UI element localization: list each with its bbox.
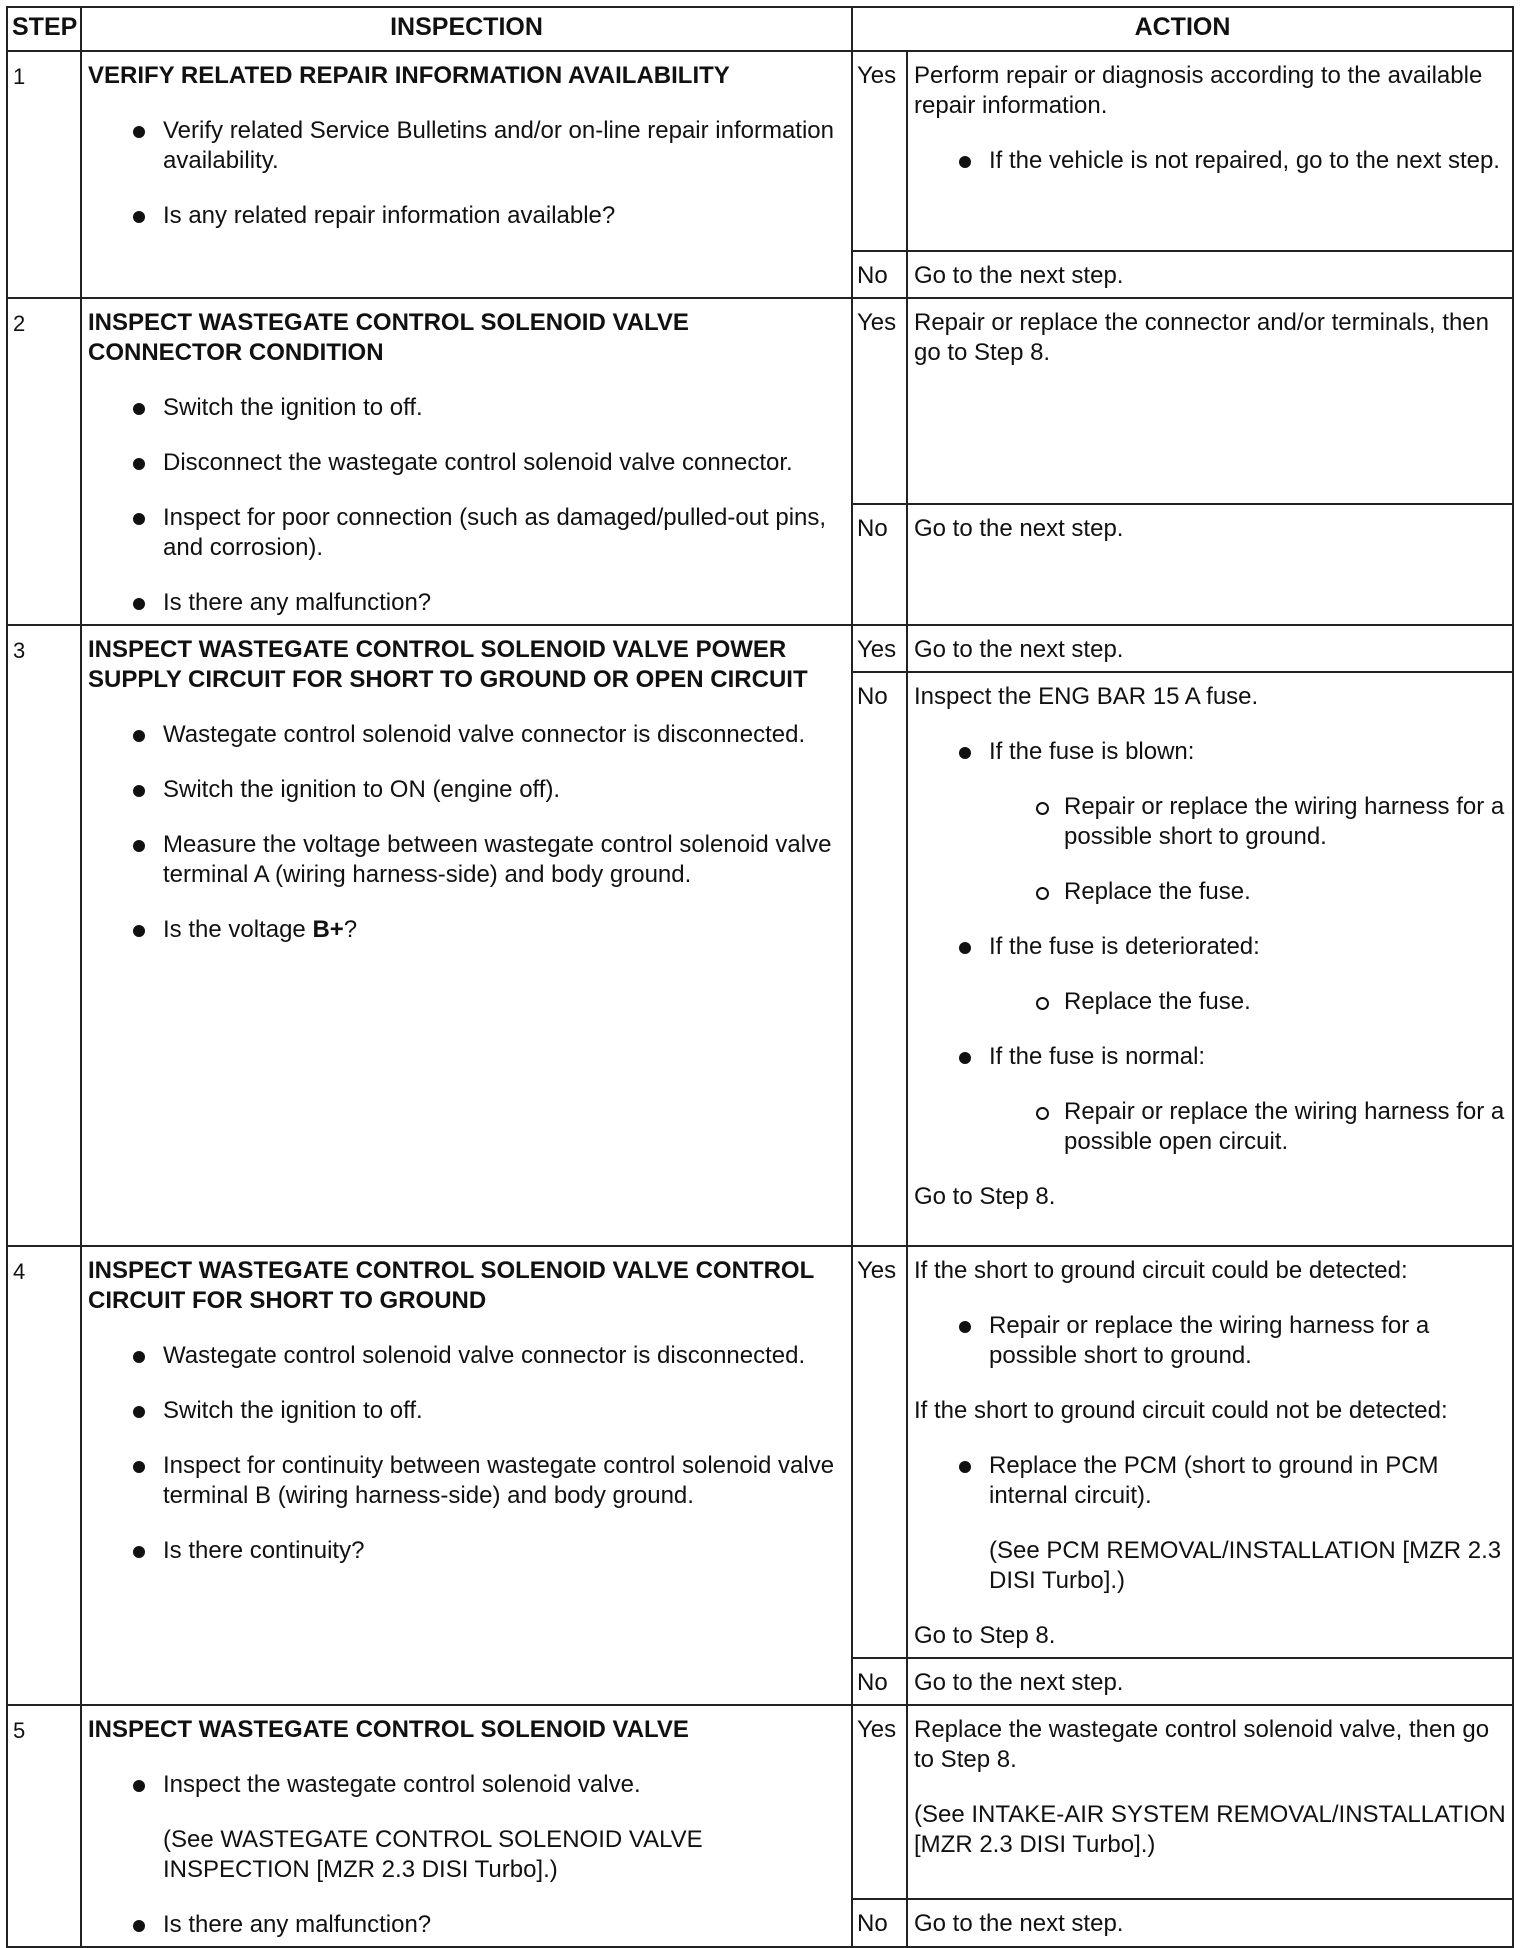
- action-text: If the short to ground circuit could not be detected:: [914, 1397, 1448, 1424]
- inspection-bullet: Measure the voltage between wastegate control solenoid valve terminal A (wiring harness-side) and body ground.: [88, 830, 845, 890]
- action-bullet: If the vehicle is not repaired, go to the next step.: [914, 146, 1506, 176]
- no-label: No: [852, 1899, 907, 1947]
- inspection-bullet: Switch the ignition to off.: [88, 1396, 845, 1426]
- yes-label: Yes: [852, 51, 907, 251]
- step-5-inspection: [81, 1705, 852, 1947]
- inspection-bullet: Is there any malfunction?: [88, 1910, 845, 1940]
- no-action: Go to the next step.: [907, 251, 1513, 298]
- no-label: No: [852, 504, 907, 625]
- no-action: [907, 672, 1513, 1246]
- action-bullet: If the fuse is normal:: [914, 1042, 1506, 1072]
- inspection-bullet: Inspect the wastegate control solenoid valve.: [88, 1770, 845, 1800]
- inspection-bullet: Switch the ignition to ON (engine off).: [88, 775, 845, 805]
- action-text: Go to Step 8.: [914, 1183, 1056, 1210]
- no-action: Go to the next step.: [907, 504, 1513, 625]
- troubleshooting-table: [6, 6, 1514, 1938]
- action-text: Replace the wastegate control solenoid valve, then go to Step 8.: [914, 1716, 1490, 1773]
- inspection-bullet: Wastegate control solenoid valve connector is disconnected.: [88, 1341, 845, 1371]
- reference-note: (See INTAKE-AIR SYSTEM REMOVAL/INSTALLATION [MZR 2.3 DISI Turbo].): [914, 1801, 1506, 1858]
- step-2-inspection: [81, 298, 852, 625]
- inspection-bullet: Wastegate control solenoid valve connector is disconnected.: [88, 720, 845, 750]
- step-5-yes-row: [7, 1705, 1513, 1899]
- action-text: Go to Step 8.: [914, 1622, 1056, 1649]
- inspection-bullet: Verify related Service Bulletins and/or on-line repair information availability.: [88, 116, 845, 176]
- yes-action: [907, 1705, 1513, 1899]
- inspection-bullet: [88, 915, 845, 945]
- yes-label: Yes: [852, 1246, 907, 1658]
- step-title: INSPECT WASTEGATE CONTROL SOLENOID VALVE POWER SUPPLY CIRCUIT FOR SHORT TO GROUND OR OPEN CIRCUIT: [88, 636, 808, 693]
- inspection-bullet: Is there any malfunction?: [88, 588, 845, 618]
- action-text: If the short to ground circuit could be detected:: [914, 1257, 1408, 1284]
- step-2-yes-row: [7, 298, 1513, 504]
- action-bullet: If the fuse is deteriorated:: [914, 932, 1506, 962]
- step-4-inspection: [81, 1246, 852, 1705]
- bullet-text: Is the voltage: [163, 916, 313, 943]
- action-subbullet: Repair or replace the wiring harness for a possible open circuit.: [914, 1097, 1506, 1157]
- procedure-table: [6, 6, 1514, 1948]
- action-subbullet: Replace the fuse.: [914, 877, 1506, 907]
- yes-action: Repair or replace the connector and/or terminals, then go to Step 8.: [907, 298, 1513, 504]
- step-1-inspection: [81, 51, 852, 298]
- step-number: 1: [7, 51, 81, 298]
- no-label: No: [852, 251, 907, 298]
- header-action: ACTION: [852, 7, 1513, 51]
- yes-action: [907, 1246, 1513, 1658]
- step-number: 5: [7, 1705, 81, 1947]
- no-action: Go to the next step.: [907, 1658, 1513, 1705]
- inspection-bullet: Switch the ignition to off.: [88, 393, 845, 423]
- action-bullet: Replace the PCM (short to ground in PCM internal circuit).: [914, 1451, 1506, 1511]
- inspection-bullet: Inspect for continuity between wastegate control solenoid valve terminal B (wiring harness-side) and body ground.: [88, 1451, 845, 1511]
- step-4-yes-row: [7, 1246, 1513, 1658]
- inspection-bullet: Inspect for poor connection (such as damaged/pulled-out pins, and corrosion).: [88, 503, 845, 563]
- bullet-bold-value: B+: [312, 916, 344, 943]
- step-number: 3: [7, 625, 81, 1246]
- no-label: No: [852, 1658, 907, 1705]
- reference-note: (See PCM REMOVAL/INSTALLATION [MZR 2.3 DISI Turbo].): [989, 1537, 1502, 1594]
- header-step: STEP: [7, 7, 81, 51]
- action-subbullet: Repair or replace the wiring harness for a possible short to ground.: [914, 792, 1506, 852]
- step-3-inspection: [81, 625, 852, 1246]
- yes-label: Yes: [852, 625, 907, 672]
- step-title: INSPECT WASTEGATE CONTROL SOLENOID VALVE CONTROL CIRCUIT FOR SHORT TO GROUND: [88, 1257, 814, 1314]
- no-action: Go to the next step.: [907, 1899, 1513, 1947]
- action-subbullet: Replace the fuse.: [914, 987, 1506, 1017]
- step-title: INSPECT WASTEGATE CONTROL SOLENOID VALVE: [88, 1716, 689, 1743]
- step-3-yes-row: [7, 625, 1513, 672]
- inspection-bullet: Is there continuity?: [88, 1536, 845, 1566]
- header-row: [7, 7, 1513, 51]
- yes-label: Yes: [852, 298, 907, 504]
- action-bullet: If the fuse is blown:: [914, 737, 1506, 767]
- reference-note: (See WASTEGATE CONTROL SOLENOID VALVE INSPECTION [MZR 2.3 DISI Turbo].): [163, 1826, 703, 1883]
- step-1-yes-row: [7, 51, 1513, 251]
- bullet-text: ?: [343, 916, 358, 943]
- step-number: 2: [7, 298, 81, 625]
- yes-action: [907, 51, 1513, 251]
- action-text: Inspect the ENG BAR 15 A fuse.: [914, 683, 1259, 710]
- inspection-bullet: Is any related repair information available?: [88, 201, 845, 231]
- step-number: 4: [7, 1246, 81, 1705]
- step-title: VERIFY RELATED REPAIR INFORMATION AVAILABILITY: [88, 62, 730, 89]
- header-inspection: INSPECTION: [81, 7, 852, 51]
- yes-action: Go to the next step.: [907, 625, 1513, 672]
- inspection-bullet: Disconnect the wastegate control solenoid valve connector.: [88, 448, 845, 478]
- action-bullet: Repair or replace the wiring harness for a possible short to ground.: [914, 1311, 1506, 1371]
- action-text: Perform repair or diagnosis according to the available repair information.: [914, 62, 1483, 119]
- no-label: No: [852, 672, 907, 1246]
- yes-label: Yes: [852, 1705, 907, 1899]
- step-title: INSPECT WASTEGATE CONTROL SOLENOID VALVE CONNECTOR CONDITION: [88, 309, 689, 366]
